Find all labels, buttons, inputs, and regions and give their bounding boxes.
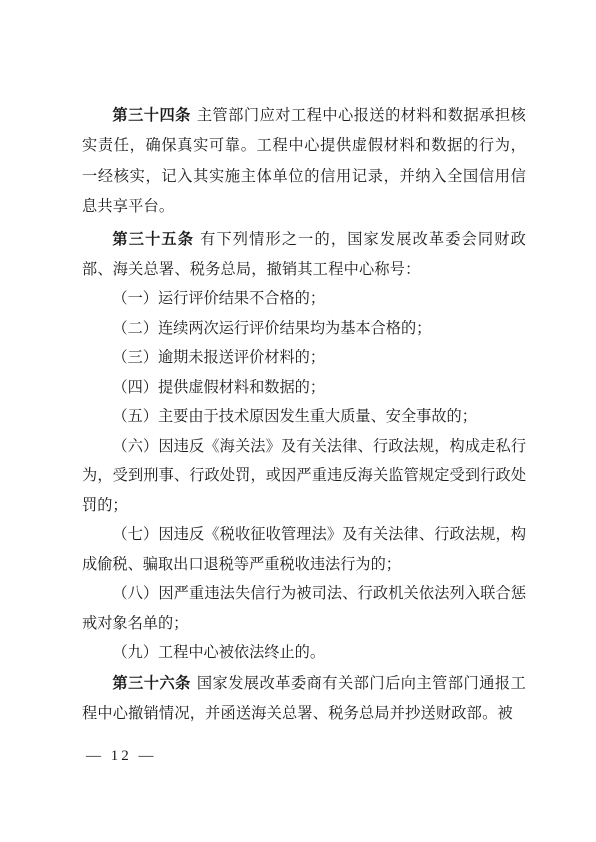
article-35-item-6: （六）因违反《海关法》及有关法律、行政法规，构成走私行为，受到刑事、行政处罚，或因严重违反海关监管规定受到行政处罚的； xyxy=(82,436,526,514)
article-35-number: 第三十五条 xyxy=(112,229,195,248)
article-35 xyxy=(82,224,526,285)
article-35-item-2: （二）连续两次运行评价结果均为基本合格的； xyxy=(112,318,432,337)
article-35-item-7: （七）因违反《税收征收管理法》及有关法律、行政法规，构成偷税、骗取出口退税等严重税收违法行为的； xyxy=(82,525,526,573)
article-34 xyxy=(82,100,526,222)
document-page xyxy=(82,100,526,729)
article-35-item-8: （八）因严重违法失信行为被司法、行政机关依法列入联合惩戒对象名单的； xyxy=(82,584,526,632)
article-36-text: 国家发展改革委商有关部门后向主管部门通报工程中心撤销情况，并函送海关总署、税务总局并抄送财政部。被 xyxy=(82,673,527,723)
article-36 xyxy=(82,668,526,729)
article-35-item-1: （一）运行评价结果不合格的； xyxy=(112,289,326,308)
page-number: — 12 — xyxy=(86,748,157,764)
article-35-item-9: （九）工程中心被依法终止的。 xyxy=(112,643,326,662)
article-34-number: 第三十四条 xyxy=(112,106,191,124)
article-35-item-5: （五）主要由于技术原因发生重大质量、安全事故的； xyxy=(112,407,477,426)
article-35-text: 有下列情形之一的，国家发展改革委会同财政部、海关总署、税务总局，撤销其工程中心称号： xyxy=(82,229,527,279)
article-36-number: 第三十六条 xyxy=(112,673,191,692)
article-35-item-3: （三）逾期未报送评价材料的； xyxy=(112,348,326,367)
article-34-text: 主管部门应对工程中心报送的材料和数据承担核实责任，确保真实可靠。工程中心提供虚假材料和数据的行为，一经核实，记入其实施主体单位的信用记录，并纳入全国信用信息共享平台。 xyxy=(82,106,527,216)
article-35-item-4: （四）提供虚假材料和数据的； xyxy=(112,377,326,396)
